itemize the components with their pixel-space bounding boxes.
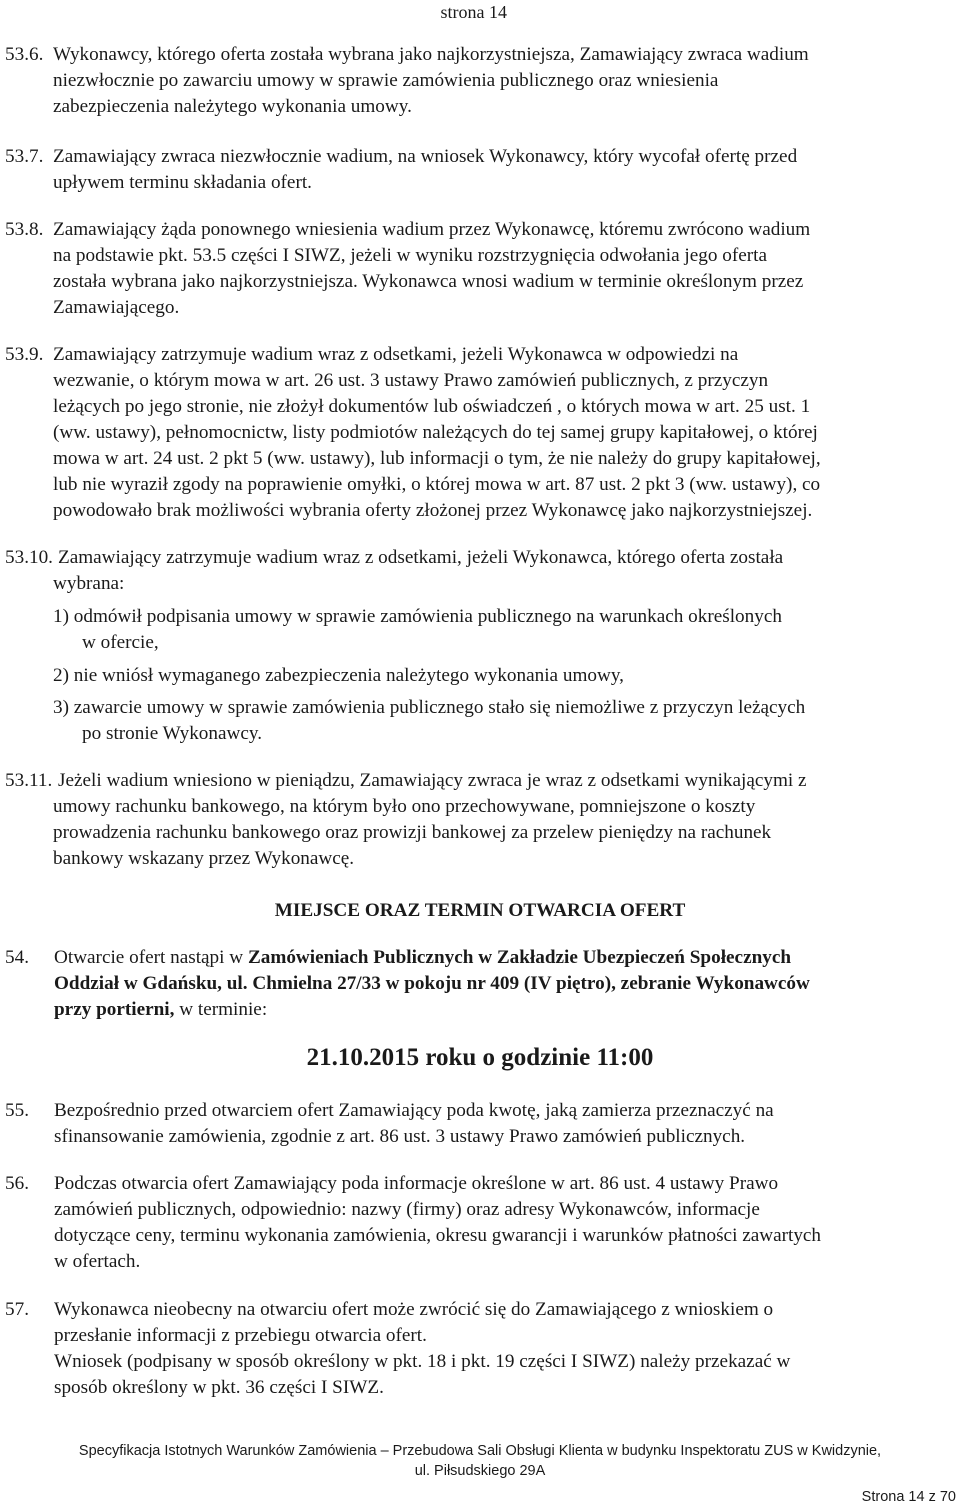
paragraph-number: 53.8. — [5, 219, 44, 240]
text-line: Zamawiający zwraca niezwłocznie wadium, na wniosek Wykonawcy, który wycofał ofertę przed — [53, 146, 798, 167]
text-line: Zamawiający zatrzymuje wadium wraz z odsetkami, jeżeli Wykonawca w odpowiedzi na — [53, 344, 739, 365]
text-line: niezwłocznie po zawarciu umowy w sprawie zamówienia publicznego oraz wniesienia — [53, 70, 719, 91]
bold-location: Zamówieniach Publicznych w Zakładzie Ubezpieczeń Społecznych — [247, 947, 792, 968]
text-segment: w terminie: — [174, 999, 268, 1020]
text-line: sposób określony w pkt. 36 części I SIWZ. — [54, 1377, 384, 1398]
footer-page-number: Strona 14 z 70 — [861, 1489, 956, 1505]
text-line: prowadzenia rachunku bankowego oraz prowizji bankowej za przelew pieniędzy na rachunek — [53, 822, 772, 843]
text-line: powodowało brak możliwości wybrania oferty złożonej przez Wykonawcę jako najkorzystniejszej. — [53, 500, 813, 521]
text-line: sfinansowanie zamówienia, zgodnie z art. 86 ust. 3 ustawy Prawo zamówień publicznych. — [54, 1126, 746, 1147]
text-line — [54, 945, 791, 971]
text-line: Wniosek (podpisany w sposób określony w pkt. 18 i pkt. 19 części I SIWZ) należy przekazać w — [54, 1351, 791, 1372]
page-number-header: strona 14 — [440, 2, 507, 22]
text-line: lub nie wyraził zgody na poprawienie omyłki, o której mowa w art. 87 ust. 2 pkt 3 (ww. ustawy), co — [53, 474, 821, 495]
paragraph-number: 55. — [5, 1100, 29, 1121]
text-line: upływem terminu składania ofert. — [53, 172, 312, 193]
list-item: 3) zawarcie umowy w sprawie zamówienia publicznego stało się niemożliwe z przyczyn leżących — [53, 697, 806, 718]
text-line: zamówień publicznych, odpowiednio: nazwy (firmy) oraz adresy Wykonawców, informacje — [54, 1199, 760, 1220]
text-line: wezwanie, o którym mowa w art. 26 ust. 3 ustawy Prawo zamówień publicznych, z przyczyn — [53, 370, 769, 391]
footer-line: ul. Piłsudskiego 29A — [414, 1463, 546, 1479]
bold-segment: przy portierni, — [54, 999, 175, 1020]
text-line: Bezpośrednio przed otwarciem ofert Zamawiający poda kwotę, jaką zamierza przeznaczyć na — [54, 1100, 774, 1121]
footer-line: Specyfikacja Istotnych Warunków Zamówienia – Przebudowa Sali Obsługi Klienta w budynku Inspektoratu ZUS w Kwidzynie, — [78, 1443, 882, 1459]
text-line: dotyczące ceny, terminu wykonania zamówienia, okresu gwarancji i warunków płatności zawartych — [54, 1225, 822, 1246]
list-item-continuation: w ofercie, — [82, 632, 159, 653]
text-line-bold: Oddział w Gdańsku, ul. Chmielna 27/33 w pokoju nr 409 (IV piętro), zebranie Wykonawców — [54, 973, 810, 994]
paragraph-number: 53.9. — [5, 344, 44, 365]
text-line: w ofertach. — [54, 1251, 141, 1272]
text-line: zabezpieczenia należytego wykonania umowy. — [53, 96, 412, 117]
text-line: Wykonawca nieobecny na otwarciu ofert może zwrócić się do Zamawiającego z wnioskiem o — [54, 1299, 774, 1320]
text-line: Jeżeli wadium wniesiono w pieniądzu, Zamawiający zwraca je wraz z odsetkami wynikającymi z — [58, 770, 807, 791]
list-item: 2) nie wniósł wymaganego zabezpieczenia należytego wykonania umowy, — [53, 665, 624, 686]
text-line: leżących po jego stronie, nie złożył dokumentów lub oświadczeń , o których mowa w art. 25 ust. 1 — [53, 396, 811, 417]
text-segment: Otwarcie ofert nastąpi w — [54, 947, 248, 968]
text-line — [54, 997, 267, 1023]
text-line: (ww. ustawy), pełnomocnictw, listy podmiotów należących do tej samej grupy kapitałowej, o której — [53, 422, 818, 443]
paragraph-number: 54. — [5, 947, 29, 968]
list-item-continuation: po stronie Wykonawcy. — [82, 723, 263, 744]
text-line: Zamawiający żąda ponownego wniesienia wadium przez Wykonawcę, któremu zwrócono wadium — [53, 219, 811, 240]
list-item: 1) odmówił podpisania umowy w sprawie zamówienia publicznego na warunkach określonych — [53, 606, 782, 627]
text-line: wybrana: — [53, 573, 125, 594]
paragraph-number: 53.6. — [5, 44, 44, 65]
section-heading: MIEJSCE ORAZ TERMIN OTWARCIA OFERT — [274, 900, 686, 921]
paragraph-number: 53.11. — [5, 770, 53, 791]
text-line: bankowy wskazany przez Wykonawcę. — [53, 848, 355, 869]
text-line: Podczas otwarcia ofert Zamawiający poda informacje określone w art. 86 ust. 4 ustawy Prawo — [54, 1173, 779, 1194]
text-line: umowy rachunku bankowego, na którym było ono przechowywane, pomniejszone o koszty — [53, 796, 756, 817]
text-line: Wykonawcy, którego oferta została wybrana jako najkorzystniejsza, Zamawiający zwraca wadium — [53, 44, 809, 65]
paragraph-number: 56. — [5, 1173, 29, 1194]
paragraph-number: 53.10. — [5, 547, 53, 568]
text-line: mowa w art. 24 ust. 2 pkt 5 (ww. ustawy), lub informacji o tym, że nie należy do grupy kapitałowej, — [53, 448, 821, 469]
text-line: Zamawiający zatrzymuje wadium wraz z odsetkami, jeżeli Wykonawca, którego oferta została — [58, 547, 784, 568]
paragraph-number: 53.7. — [5, 146, 44, 167]
text-line: na podstawie pkt. 53.5 części I SIWZ, jeżeli w wyniku rozstrzygnięcia odwołania jego oferta — [53, 245, 767, 266]
text-line: przesłanie informacji z przebiegu otwarcia ofert. — [54, 1325, 427, 1346]
paragraph-number: 57. — [5, 1299, 29, 1320]
text-line: Zamawiającego. — [53, 297, 180, 318]
opening-date: 21.10.2015 roku o godzinie 11:00 — [306, 1044, 654, 1071]
text-line: została wybrana jako najkorzystniejsza. Wykonawca wnosi wadium w terminie określonym przez — [53, 271, 804, 292]
